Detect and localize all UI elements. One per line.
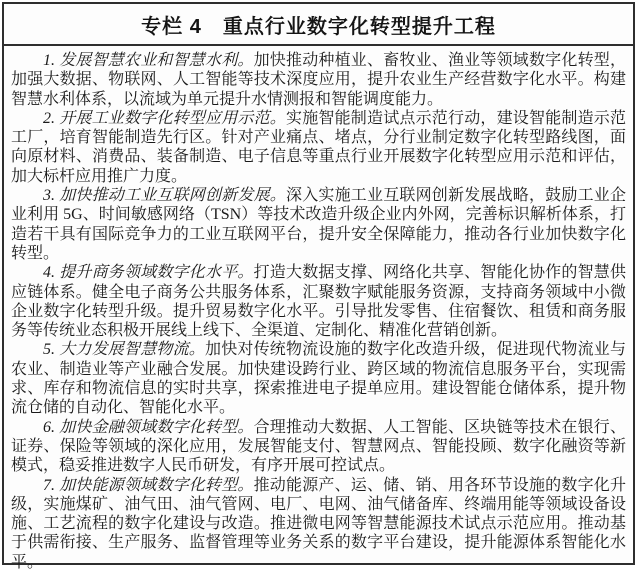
paragraph-2 xyxy=(11,109,626,186)
column-title: 专栏 4 重点行业数字化转型提升工程 xyxy=(4,4,633,46)
column-box xyxy=(2,2,635,571)
paragraph-text: 深入实施工业互联网创新发展战略，鼓励工业企业利用 5G、时间敏感网络（TSN）等技术改造升级企业内外网，完善标识解析体系，打造若干具有国际竞争力的工业互联网平台，提升安全保障能力，推动各行业加快数字化转型。 xyxy=(11,187,626,262)
paragraph-lead: 2. 开展工业数字化转型应用示范。 xyxy=(43,109,286,127)
column-body xyxy=(4,46,633,576)
paragraph-lead: 4. 提升商务领域数字化水平。 xyxy=(43,264,254,282)
paragraph-7 xyxy=(11,476,626,572)
paragraph-6 xyxy=(11,418,626,476)
paragraph-lead: 7. 加快能源领域数字化转型。 xyxy=(43,476,254,494)
paragraph-lead: 3. 加快推动工业互联网创新发展。 xyxy=(43,187,286,205)
paragraph-lead: 6. 加快金融领域数字化转型。 xyxy=(43,418,254,436)
paragraph-5 xyxy=(11,340,626,417)
paragraph-lead: 1. 发展智慧农业和智慧水利。 xyxy=(43,52,254,69)
paragraph-3 xyxy=(11,186,626,263)
paragraph-lead: 5. 大力发展智慧物流。 xyxy=(43,341,205,359)
paragraph-text: 打造大数据支撑、网络化共享、智能化协作的智慧供应链体系。健全电子商务公共服务体系，汇聚数字赋能服务资源，支持商务领域中小微企业数字化转型升级。提升贸易数字化水平。引导批发零售、住宿餐饮、租赁和商务服务等传统业态积极开展线上线下、全渠道、定制化、精准化营销创新。 xyxy=(11,264,626,340)
paragraph-1 xyxy=(11,51,626,109)
paragraph-4 xyxy=(11,263,626,340)
paragraph-text: 实施智能制造试点示范行动，建设智能制造示范工厂，培育智能制造先行区。针对产业痛点、堵点，分行业制定数字化转型路线图，面向原材料、消费品、装备制造、电子信息等重点行业开展数字化转型应用示范和评估，加大标杆应用推广力度。 xyxy=(11,109,626,185)
paragraph-text: 推动能源产、运、储、销、用各环节设施的数字化升级，实施煤矿、油气田、油气管网、电厂、电网、油气储备库、终端用能等领域设备设施、工艺流程的数字化建设与改造。推进微电网等智慧能源技术试点示范应用。推动基于供需衔接、生产服务、监督管理等业务关系的数字平台建设，提升能源体系智能化水平。 xyxy=(11,476,626,571)
paragraph-text: 加快对传统物流设施的数字化改造升级，促进现代物流业与农业、制造业等产业融合发展。加快建设跨行业、跨区域的物流信息服务平台，实现需求、库存和物流信息的实时共享，探索推进电子提单应用。建设智能仓储体系，提升物流仓储的自动化、智能化水平。 xyxy=(11,341,626,417)
paragraph-text: 合理推动大数据、人工智能、区块链等技术在银行、证券、保险等领域的深化应用，发展智能支付、智慧网点、智能投顾、数字化融资等新模式，稳妥推进数字人民币研发，有序开展可控试点。 xyxy=(11,418,626,475)
paragraph-text: 加快推动种植业、畜牧业、渔业等领域数字化转型，加强大数据、物联网、人工智能等技术深度应用，提升农业生产经营数字化水平。构建智慧水利体系，以流域为单元提升水情测报和智能调度能力。 xyxy=(11,52,626,108)
